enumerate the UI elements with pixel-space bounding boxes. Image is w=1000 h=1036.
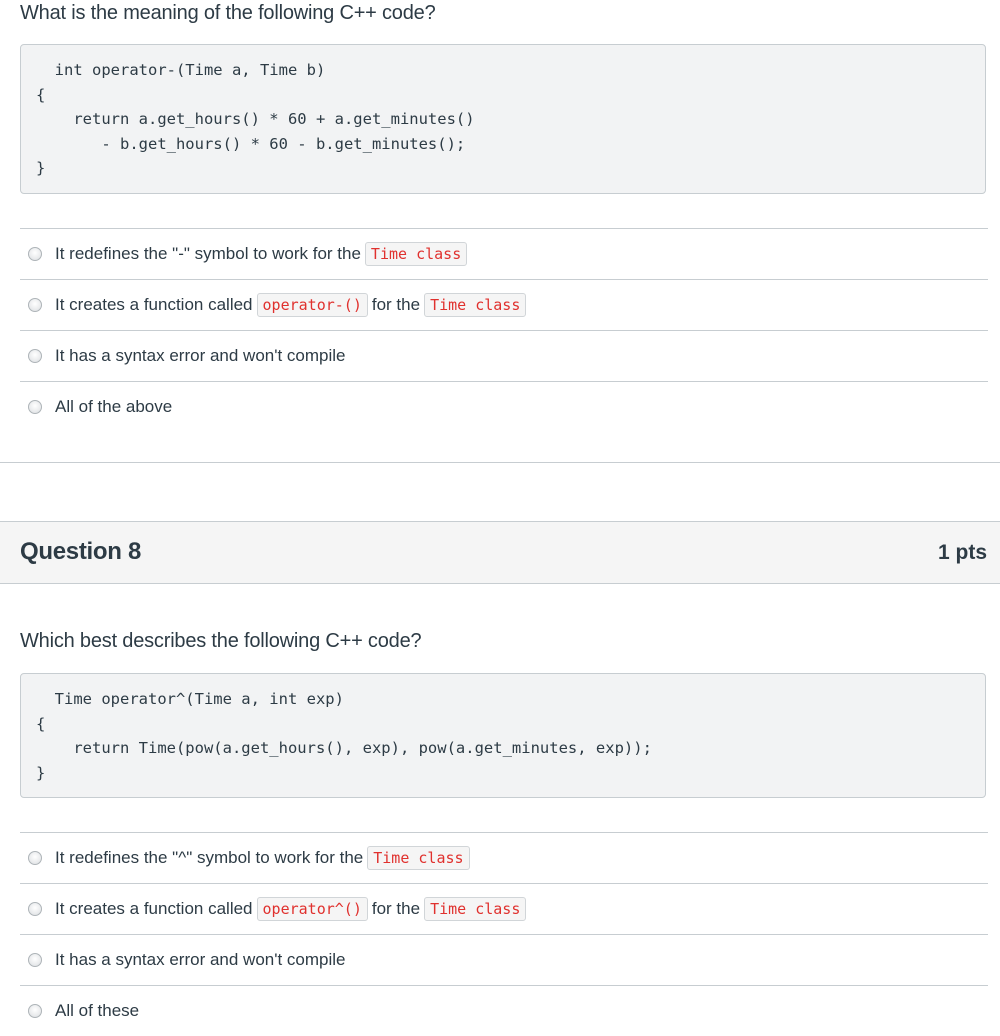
radio-button[interactable]	[28, 1004, 42, 1018]
question-8-answers	[20, 832, 988, 1036]
question-points: 1 pts	[937, 541, 987, 564]
inline-code: Time class	[367, 846, 469, 870]
radio-button[interactable]	[28, 902, 42, 916]
answer-option[interactable]	[20, 330, 988, 381]
radio-button[interactable]	[28, 247, 42, 261]
answer-label: It redefines the "^" symbol to work for the Time class	[55, 846, 474, 870]
question-8-code-block	[20, 673, 986, 798]
radio-button[interactable]	[28, 851, 42, 865]
question-divider	[0, 462, 1000, 463]
code-text: Time operator^(Time a, int exp) { return Time(pow(a.get_hours(), exp), pow(a.get_minutes, exp)); }	[36, 690, 652, 782]
radio-button[interactable]	[28, 298, 42, 312]
answer-option[interactable]	[20, 883, 988, 934]
question-title: Question 8	[20, 538, 142, 565]
answer-label: It creates a function called operator^() for the Time class	[55, 897, 530, 921]
inline-code: Time class	[365, 242, 467, 266]
radio-button[interactable]	[28, 953, 42, 967]
answer-label: It creates a function called operator-() for the Time class	[55, 293, 530, 317]
answer-label: It redefines the "-" symbol to work for the Time class	[55, 242, 471, 266]
question-7-prompt: What is the meaning of the following C++ code?	[20, 2, 436, 24]
answer-option[interactable]	[20, 934, 988, 985]
answer-option[interactable]	[20, 228, 988, 279]
question-7-code-block	[20, 44, 986, 194]
inline-code: operator^()	[257, 897, 368, 921]
inline-code: operator-()	[257, 293, 368, 317]
answer-option[interactable]	[20, 832, 988, 883]
code-text: int operator-(Time a, Time b) { return a.get_hours() * 60 + a.get_minutes() - b.get_hours() * 60 - b.get_minutes(); }	[36, 61, 475, 177]
question-7-answers	[20, 228, 988, 432]
answer-label: All of the above	[55, 397, 173, 416]
radio-button[interactable]	[28, 349, 42, 363]
answer-label: It has a syntax error and won't compile	[55, 346, 346, 365]
question-8-prompt: Which best describes the following C++ code?	[20, 630, 422, 652]
answer-label: It has a syntax error and won't compile	[55, 950, 346, 969]
answer-option[interactable]	[20, 279, 988, 330]
answer-label: All of these	[55, 1001, 140, 1020]
answer-option[interactable]	[20, 381, 988, 432]
inline-code: Time class	[424, 293, 526, 317]
radio-button[interactable]	[28, 400, 42, 414]
answer-option[interactable]	[20, 985, 988, 1036]
question-8-header	[0, 521, 1000, 584]
inline-code: Time class	[424, 897, 526, 921]
